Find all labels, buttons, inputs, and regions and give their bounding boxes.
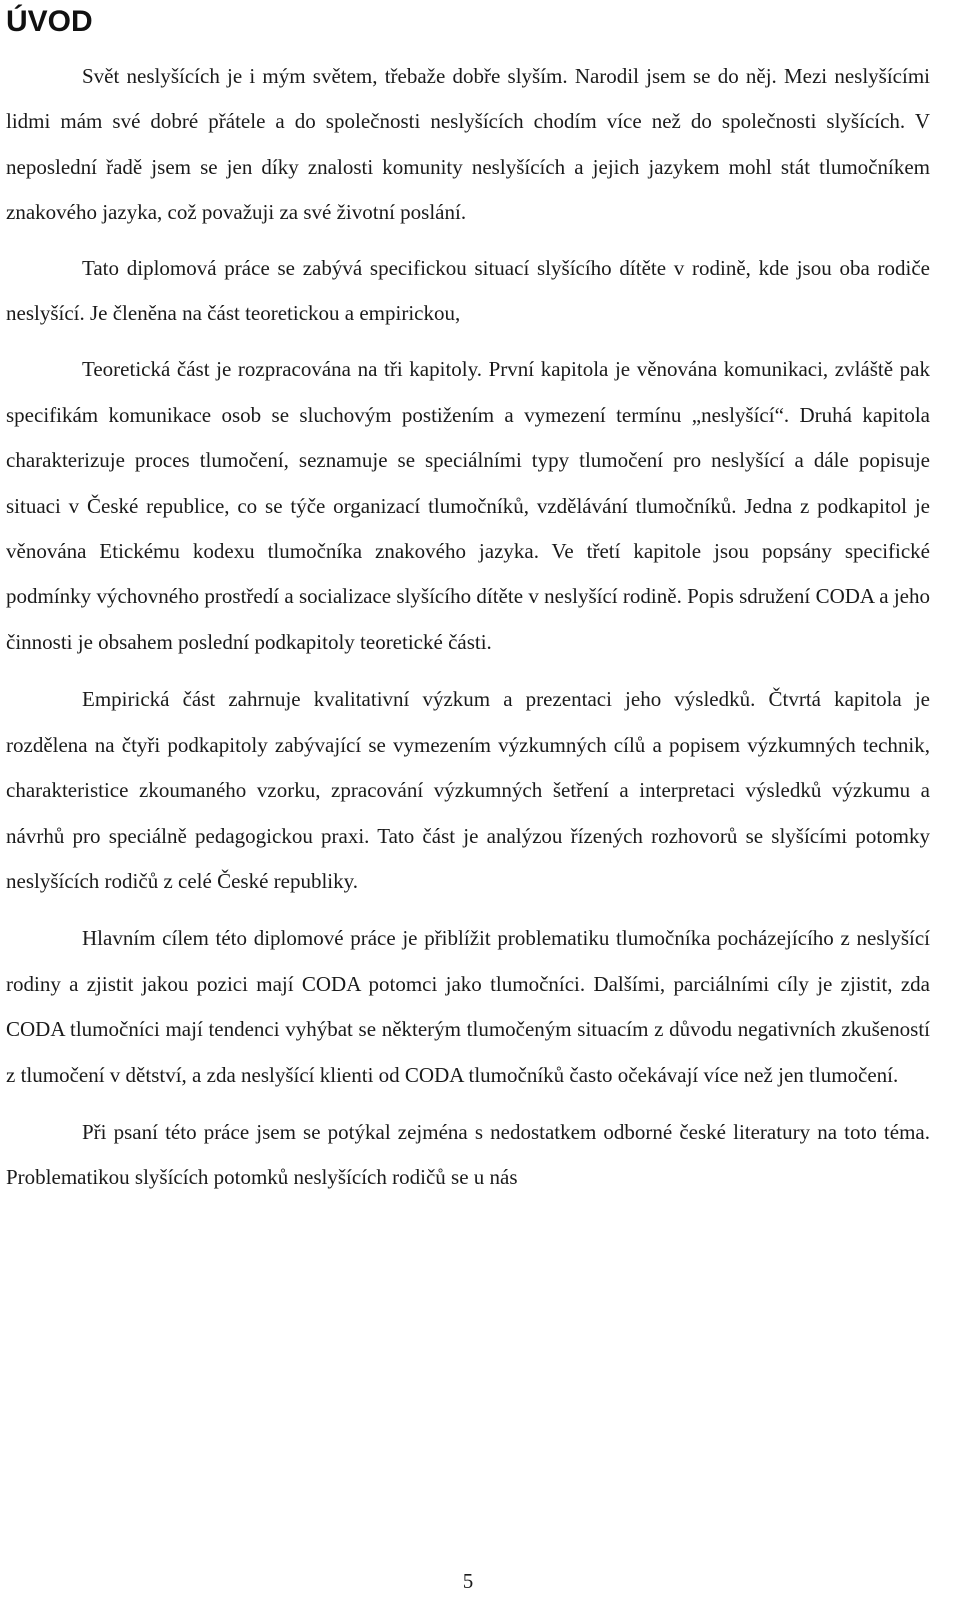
paragraph-literature: Při psaní této práce jsem se potýkal zejména s nedostatkem odborné české literatury na toto téma. Problematikou slyšících potomků neslyšících rodičů se u nás [6, 1119, 930, 1190]
document-page [6, 0, 930, 1201]
paragraph-main-goal: Hlavním cílem této diplomové práce je přiblížit problematiku tlumočníka pocházejícího z neslyšící rodiny a zjistit jakou pozici mají CODA potomci jako tlumočníci. Dalšími, parciálními cíly je zjistit, zda CODA tlumočníci mají tendenci vyhýbat se některým tlumočeným situacím z důvodu negativních zkušeností z tlumočení v dětství, a zda neslyšící klienti od CODA tlumočníků často očekávají více než jen tlumočení. [6, 926, 930, 1087]
paragraph-empirical-part: Empirická část zahrnuje kvalitativní výzkum a prezentaci jeho výsledků. Čtvrtá kapitola je rozdělena na čtyři podkapitoly zabývající se vymezením výzkumných cílů a popisem výzkumných technik, charakteristice zkoumaného vzorku, zpracování výzkumných šetření a interpretaci výsledků výzkumu a návrhů pro speciálně pedagogickou praxi. Tato část je analýzou řízených rozhovorů se slyšícími potomky neslyšících rodičů z celé České republiky. [6, 687, 930, 893]
chapter-heading: ÚVOD [6, 5, 93, 38]
page-number: 5 [462, 1569, 474, 1593]
paragraph-thesis-focus: Tato diplomová práce se zabývá specifickou situací slyšícího dítěte v rodině, kde jsou oba rodiče neslyšící. Je členěna na část teoretickou a empirickou, [6, 255, 930, 326]
paragraph-theoretical-part: Teoretická část je rozpracována na tři kapitoly. První kapitola je věnována komunikaci, zvláště pak specifikám komunikace osob se sluchovým postižením a vymezení termínu „neslyšící“. Druhá kapitola charakterizuje proces tlumočení, seznamuje se speciálními typy tlumočení pro neslyšící a dále popisuje situaci v České republice, co se týče organizací tlumočníků, vzdělávání tlumočníků. Jedna z podkapitol je věnována Etickému kodexu tlumočníka znakového jazyka. Ve třetí kapitole jsou popsány specifické podmínky výchovného prostředí a socializace slyšícího dítěte v neslyšící rodině. Popis sdružení CODA a jeho činnosti je obsahem poslední podkapitoly teoretické části. [6, 357, 930, 654]
paragraph-introduction: Svět neslyšících je i mým světem, třebaže dobře slyším. Narodil jsem se do něj. Mezi neslyšícími lidmi mám své dobré přátele a do společnosti neslyšících chodím více než do společnosti slyšících. V neposlední řadě jsem se jen díky znalosti komunity neslyšících a jejich jazykem mohl stát tlumočníkem znakového jazyka, což považuji za své životní poslání. [6, 64, 930, 225]
